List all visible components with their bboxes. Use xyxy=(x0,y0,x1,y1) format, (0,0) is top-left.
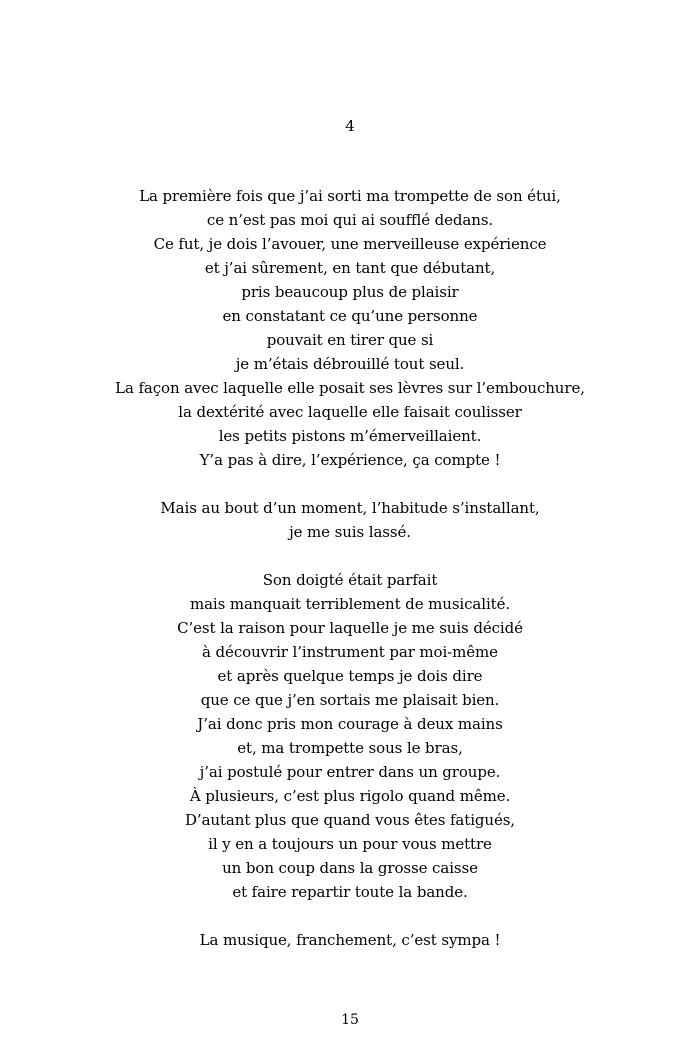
poem-line: ce n’est pas moi qui ai soufflé dedans. xyxy=(206,211,494,229)
poem-line: D’autant plus que quand vous êtes fatigués, xyxy=(185,811,515,829)
section-number: 4 xyxy=(345,117,355,135)
poem-line: À plusieurs, c’est plus rigolo quand même. xyxy=(189,787,511,805)
stanza-3 xyxy=(0,568,700,904)
poem-line: C’est la raison pour laquelle je me suis décidé xyxy=(177,619,523,637)
stanza-4 xyxy=(0,928,700,952)
poem-line: et faire repartir toute la bande. xyxy=(232,883,468,901)
poem-line: Mais au bout d’un moment, l’habitude s’installant, xyxy=(160,499,540,517)
poem-line: les petits pistons m’émerveillaient. xyxy=(218,427,482,445)
poem-line: La première fois que j’ai sorti ma trompette de son étui, xyxy=(139,187,561,205)
poem-line: en constatant ce qu’une personne xyxy=(222,307,478,325)
poem-line: à découvrir l’instrument par moi-même xyxy=(202,643,498,661)
poem-line: il y en a toujours un pour vous mettre xyxy=(208,835,492,853)
stanza-2 xyxy=(0,496,700,544)
poem-line: Son doigté était parfait xyxy=(262,571,438,589)
poem-line: Ce fut, je dois l’avouer, une merveilleuse expérience xyxy=(153,235,547,253)
poem-line: la dextérité avec laquelle elle faisait coulisser xyxy=(178,403,522,421)
poem-line: que ce que j’en sortais me plaisait bien. xyxy=(200,691,500,709)
page-number: 15 xyxy=(341,1012,359,1028)
poem-line: un bon coup dans la grosse caisse xyxy=(222,859,478,877)
poem-line: et, ma trompette sous le bras, xyxy=(237,739,463,757)
poem-line: La musique, franchement, c’est sympa ! xyxy=(199,931,501,949)
poem-text xyxy=(0,184,700,976)
poem-line: et j’ai sûrement, en tant que débutant, xyxy=(204,259,496,277)
poem-line: je me suis lassé. xyxy=(289,523,411,541)
stanza-1 xyxy=(0,184,700,472)
poem-line: et après quelque temps je dois dire xyxy=(217,667,483,685)
poem-line: La façon avec laquelle elle posait ses lèvres sur l’embouchure, xyxy=(115,379,585,397)
poem-line: mais manquait terriblement de musicalité. xyxy=(189,595,511,613)
poem-line: pris beaucoup plus de plaisir xyxy=(241,283,459,301)
poem-line: je m’étais débrouillé tout seul. xyxy=(235,355,465,373)
poem-line: j’ai postulé pour entrer dans un groupe. xyxy=(199,763,501,781)
poem-line: Y’a pas à dire, l’expérience, ça compte ! xyxy=(199,451,501,469)
poem-line: J’ai donc pris mon courage à deux mains xyxy=(197,715,503,733)
poem-line: pouvait en tirer que si xyxy=(266,331,434,349)
